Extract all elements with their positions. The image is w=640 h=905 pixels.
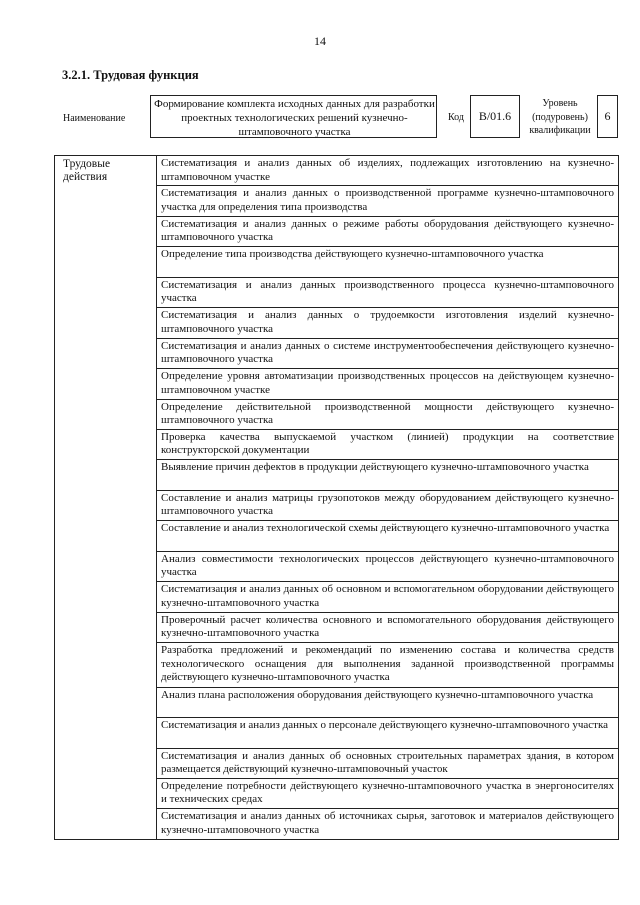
code-box [470,95,520,138]
labor-action-row: Систематизация и анализ данных о персонале действующего кузнечно-штамповочного участка [157,718,618,748]
labor-actions-header: Трудовые действия [55,156,157,839]
labor-action-row: Определение типа производства действующего кузнечно-штамповочного участка [157,247,618,277]
level-box [597,95,618,138]
labor-action-row: Анализ плана расположения оборудования действующего кузнечно-штамповочного участка [157,688,618,718]
labor-action-row: Систематизация и анализ данных об основных строительных параметрах здания, в котором размещается действующий кузнечно-штамповочный участок [157,749,618,779]
labor-action-row: Составление и анализ матрицы грузопотоков между оборудованием действующего кузнечно-штамповочного участка [157,491,618,521]
code-value: B/01.6 [478,109,512,123]
level-value: 6 [604,109,611,123]
labor-action-row: Систематизация и анализ данных производственного процесса кузнечно-штамповочного участка [157,278,618,308]
labor-action-row: Систематизация и анализ данных о системе инструментообеспечения действующего кузнечно-штамповочного участка [157,339,618,369]
labor-action-row: Определение уровня автоматизации производственных процессов на действующем кузнечно-штамповочном участке [157,369,618,399]
labor-action-row: Проверочный расчет количества основного и вспомогательного оборудования действующего кузнечно-штамповочного участка [157,613,618,643]
section-title: 3.2.1. Трудовая функция [62,68,199,82]
labor-action-row: Систематизация и анализ данных о режиме работы оборудования действующего кузнечно-штамповочного участка [157,217,618,247]
labor-action-row: Систематизация и анализ данных об изделиях, подлежащих изготовлению на кузнечно-штамповочном участке [157,156,618,186]
labor-actions-list [157,156,618,839]
function-name-box [150,95,437,138]
labor-action-row: Определение действительной производственной мощности действующего кузнечно-штамповочного участка [157,400,618,430]
labor-action-row: Проверка качества выпускаемой участком (линией) продукции на соответствие конструкторской документации [157,430,618,460]
labor-action-row: Систематизация и анализ данных о трудоемкости изготовления изделий кузнечно-штамповочного участка [157,308,618,338]
labor-action-row: Систематизация и анализ данных об источниках сырья, заготовок и материалов действующего кузнечно-штамповочного участка [161,810,614,836]
code-label: Код [448,112,464,123]
labor-action-row: Определение потребности действующего кузнечно-штамповочного участка в энергоносителях и технических средах [157,779,618,809]
labor-action-row: Составление и анализ технологической схемы действующего кузнечно-штамповочного участка [157,521,618,551]
function-name-value: Формирование комплекта исходных данных для разработки проектных технологических решений кузнечно-штамповочного участка [154,98,435,138]
labor-action-row: Выявление причин дефектов в продукции действующего кузнечно-штамповочного участка [157,460,618,490]
labor-action-row: Разработка предложений и рекомендаций по изменению состава и количества средств технологического оснащения для выполнения заданной производственной программы действующего кузнечно-штамповочного участка [157,643,618,688]
labor-action-row: Систематизация и анализ данных об основном и вспомогательном оборудовании действующего кузнечно-штамповочного участка [157,582,618,612]
name-label: Наименование [63,113,126,124]
labor-action-row: Анализ совместимости технологических процессов действующего кузнечно-штамповочного участка [157,552,618,582]
level-label: Уровень (подуровень) квалификации [529,98,591,136]
labor-actions-table [54,155,619,840]
page-number: 14 [314,34,326,48]
labor-action-row: Систематизация и анализ данных о производственной программе кузнечно-штамповочного участка для определения типа производства [157,186,618,216]
